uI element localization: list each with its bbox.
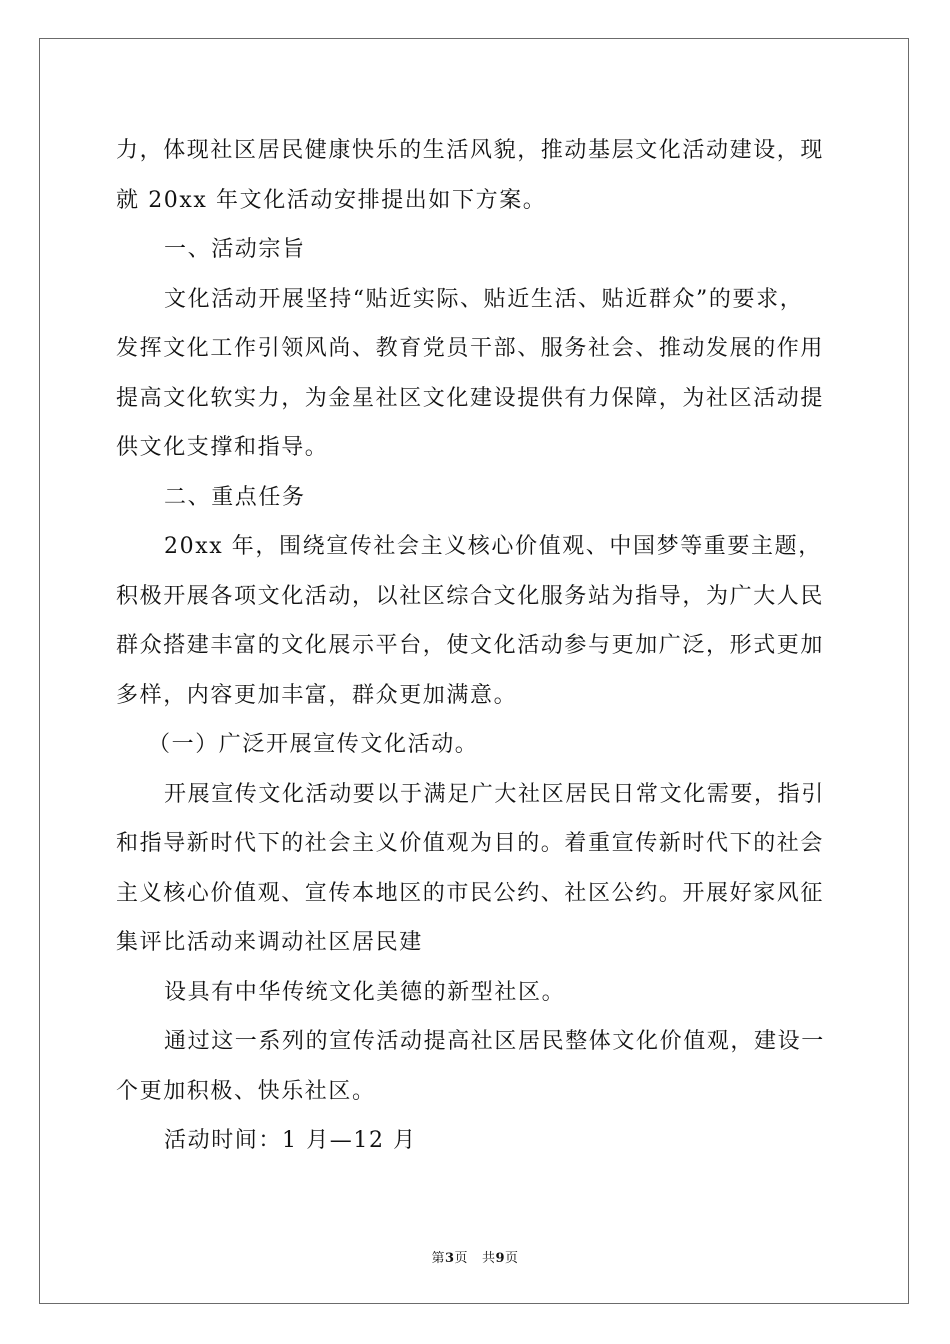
footer-page-suffix: 页 bbox=[454, 1251, 469, 1266]
paragraph-tasks bbox=[116, 522, 832, 720]
section-heading-tasks bbox=[116, 473, 832, 523]
text-line: 20xx 年，围绕宣传社会主义核心价值观、中国梦等重要主题， bbox=[164, 534, 822, 559]
text-line: 设具有中华传统文化美德的新型社区。 bbox=[164, 979, 566, 1005]
subsection-heading-propaganda bbox=[116, 720, 832, 770]
text-line: 开展宣传文化活动要以于满足广大社区居民日常文化需要，指引 bbox=[164, 781, 825, 807]
footer-prefix: 第 bbox=[431, 1251, 445, 1266]
paragraph-purpose bbox=[116, 275, 832, 473]
text-line: 力，体现社区居民健康快乐的生活风貌，推动基层文化活动建设，现 bbox=[116, 138, 825, 163]
footer-total-suffix: 页 bbox=[505, 1251, 519, 1266]
page-number: 3 bbox=[444, 1251, 455, 1266]
text-line: 集评比活动来调动社区居民建 bbox=[116, 930, 423, 955]
paragraph-intro bbox=[116, 126, 832, 225]
section-heading-purpose bbox=[116, 225, 832, 275]
text-line: 提高文化软实力，为金星社区文化建设提供有力保障，为社区活动提 bbox=[116, 385, 825, 411]
text-line: 和指导新时代下的社会主义价值观为目的。着重宣传新时代下的社会 bbox=[116, 831, 825, 856]
text-line: 供文化支撑和指导。 bbox=[116, 435, 329, 460]
text-line: 通过这一系列的宣传活动提高社区居民整体文化价值观，建设一 bbox=[164, 1029, 825, 1054]
text-line: 活动时间：1 月—12 月 bbox=[164, 1128, 417, 1153]
text-line: 积极开展各项文化活动，以社区综合文化服务站为指导，为广大人民 bbox=[116, 583, 825, 609]
text-line: 主义核心价值观、宣传本地区的市民公约、社区公约。开展好家风征 bbox=[116, 880, 825, 906]
text-line: 二、重点任务 bbox=[164, 484, 306, 510]
footer-total-prefix: 共 bbox=[481, 1251, 496, 1266]
text-line: （一）广泛开展宣传文化活动。 bbox=[148, 732, 479, 757]
text-line: 发挥文化工作引领风尚、教育党员干部、服务社会、推动发展的作用 bbox=[116, 336, 825, 361]
text-line: 多样，内容更加丰富，群众更加满意。 bbox=[116, 682, 518, 708]
text-line: 群众搭建丰富的文化展示平台，使文化活动参与更加广泛，形式更加 bbox=[116, 633, 825, 658]
paragraph-propaganda bbox=[116, 770, 832, 968]
text-line: 一、活动宗旨 bbox=[164, 237, 306, 262]
document-body bbox=[116, 126, 832, 1166]
paragraph-goal bbox=[116, 1017, 832, 1116]
page-footer bbox=[0, 1247, 950, 1266]
text-line: 就 20xx 年文化活动安排提出如下方案。 bbox=[116, 187, 547, 213]
text-line: 个更加积极、快乐社区。 bbox=[116, 1078, 376, 1104]
total-pages: 9 bbox=[495, 1251, 506, 1266]
paragraph-continuation bbox=[116, 968, 832, 1018]
text-line: 文化活动开展坚持“贴近实际、贴近生活、贴近群众”的要求， bbox=[164, 286, 804, 312]
paragraph-activity-time bbox=[116, 1116, 832, 1166]
